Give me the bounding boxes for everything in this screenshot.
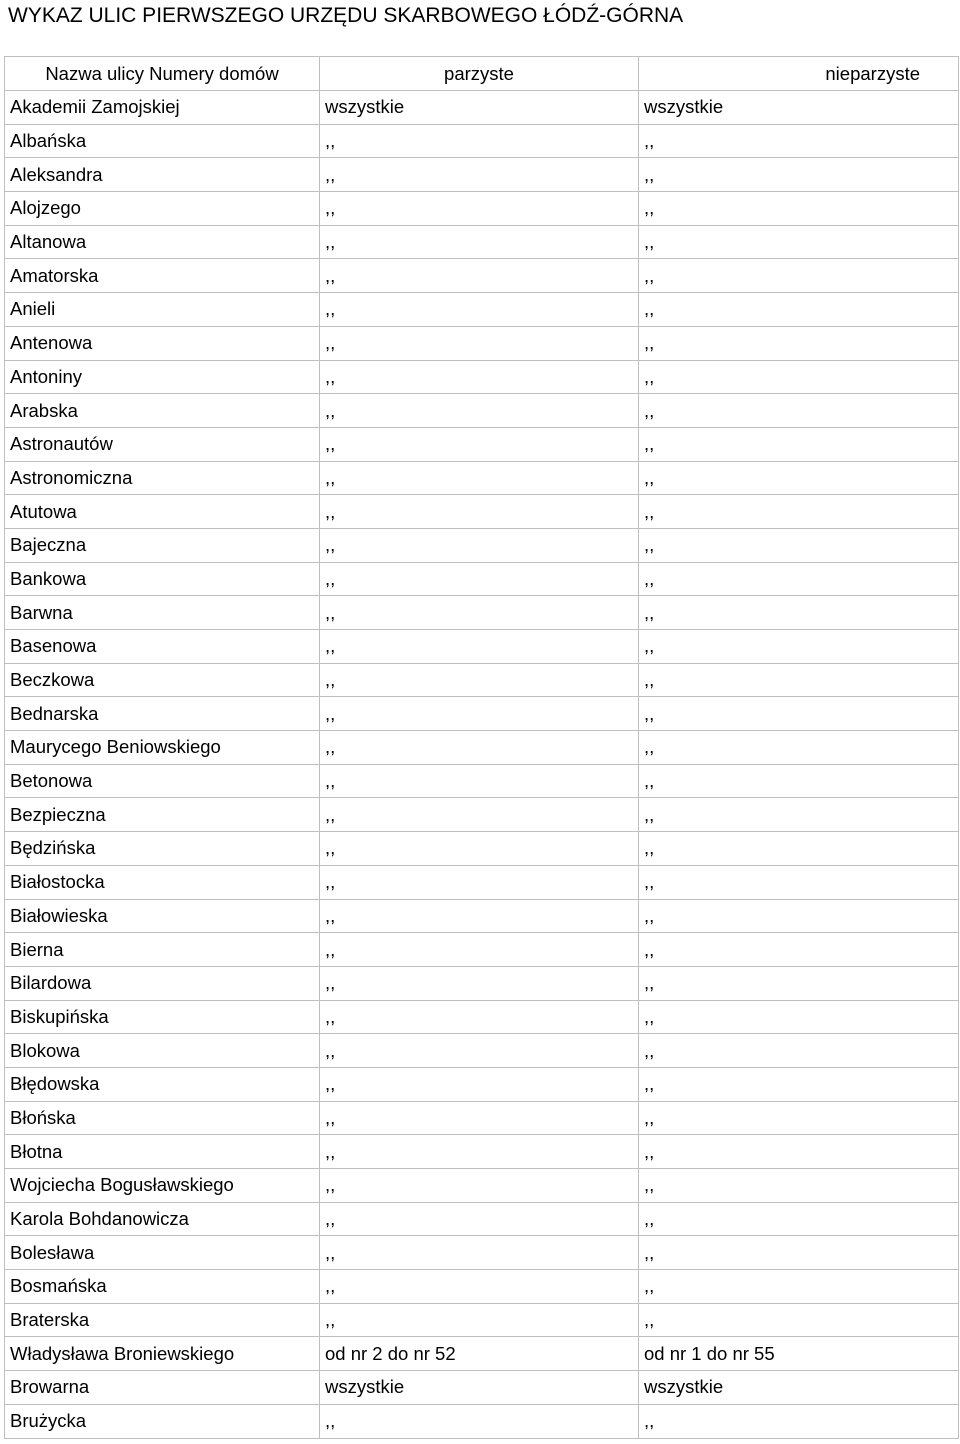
even-numbers-cell: ,, <box>320 933 639 967</box>
odd-numbers-cell: ,, <box>639 630 959 664</box>
street-name-cell: Barwna <box>5 596 320 630</box>
even-numbers-cell: ,, <box>320 158 639 192</box>
street-name-cell: Browarna <box>5 1371 320 1405</box>
odd-numbers-cell: ,, <box>639 933 959 967</box>
odd-numbers-cell: ,, <box>639 293 959 327</box>
street-name-cell: Bezpieczna <box>5 798 320 832</box>
odd-numbers-cell: ,, <box>639 663 959 697</box>
table-row <box>5 1135 959 1169</box>
table-row <box>5 630 959 664</box>
odd-numbers-cell: ,, <box>639 394 959 428</box>
odd-numbers-cell: ,, <box>639 1303 959 1337</box>
document-title: WYKAZ ULIC PIERWSZEGO URZĘDU SKARBOWEGO ŁÓDŹ-GÓRNA <box>8 4 684 27</box>
even-numbers-cell: ,, <box>320 124 639 158</box>
table-header-row <box>5 57 959 91</box>
street-name-cell: Bosmańska <box>5 1270 320 1304</box>
odd-numbers-cell: ,, <box>639 360 959 394</box>
even-numbers-cell: ,, <box>320 1169 639 1203</box>
street-name-cell: Betonowa <box>5 764 320 798</box>
even-numbers-cell: ,, <box>320 1303 639 1337</box>
street-name-cell: Altanowa <box>5 225 320 259</box>
even-numbers-cell: ,, <box>320 360 639 394</box>
table-row <box>5 764 959 798</box>
table-row <box>5 1169 959 1203</box>
odd-numbers-cell: ,, <box>639 596 959 630</box>
street-name-cell: Błędowska <box>5 1067 320 1101</box>
even-numbers-cell: ,, <box>320 1270 639 1304</box>
even-numbers-cell: ,, <box>320 596 639 630</box>
header-street-name: Nazwa ulicy Numery domów <box>5 57 320 91</box>
table-row <box>5 1236 959 1270</box>
table-row <box>5 91 959 125</box>
street-name-cell: Akademii Zamojskiej <box>5 91 320 125</box>
street-name-cell: Atutowa <box>5 495 320 529</box>
even-numbers-cell: ,, <box>320 1202 639 1236</box>
even-numbers-cell: ,, <box>320 731 639 765</box>
odd-numbers-cell: ,, <box>639 1270 959 1304</box>
street-name-cell: Maurycego Beniowskiego <box>5 731 320 765</box>
odd-numbers-cell: ,, <box>639 427 959 461</box>
street-name-cell: Amatorska <box>5 259 320 293</box>
street-name-cell: Aleksandra <box>5 158 320 192</box>
odd-numbers-cell: ,, <box>639 764 959 798</box>
street-name-cell: Antenowa <box>5 326 320 360</box>
even-numbers-cell: ,, <box>320 225 639 259</box>
even-numbers-cell: ,, <box>320 1000 639 1034</box>
even-numbers-cell: ,, <box>320 528 639 562</box>
odd-numbers-cell: ,, <box>639 1404 959 1438</box>
street-name-cell: Arabska <box>5 394 320 428</box>
odd-numbers-cell: ,, <box>639 1034 959 1068</box>
table-row <box>5 933 959 967</box>
street-name-cell: Białostocka <box>5 865 320 899</box>
table-row <box>5 394 959 428</box>
even-numbers-cell: ,, <box>320 899 639 933</box>
odd-numbers-cell: ,, <box>639 1000 959 1034</box>
even-numbers-cell: ,, <box>320 1101 639 1135</box>
table-row <box>5 360 959 394</box>
table-row <box>5 663 959 697</box>
odd-numbers-cell: ,, <box>639 1135 959 1169</box>
table-row <box>5 832 959 866</box>
street-name-cell: Alojzego <box>5 192 320 226</box>
odd-numbers-cell: ,, <box>639 1067 959 1101</box>
odd-numbers-cell: ,, <box>639 865 959 899</box>
odd-numbers-cell: ,, <box>639 1169 959 1203</box>
header-even: parzyste <box>320 57 639 91</box>
table-row <box>5 899 959 933</box>
table-row <box>5 1337 959 1371</box>
street-name-cell: Basenowa <box>5 630 320 664</box>
even-numbers-cell: ,, <box>320 562 639 596</box>
even-numbers-cell: ,, <box>320 495 639 529</box>
street-name-cell: Beczkowa <box>5 663 320 697</box>
even-numbers-cell: od nr 2 do nr 52 <box>320 1337 639 1371</box>
even-numbers-cell: ,, <box>320 697 639 731</box>
odd-numbers-cell: ,, <box>639 461 959 495</box>
street-name-cell: Bednarska <box>5 697 320 731</box>
even-numbers-cell: ,, <box>320 865 639 899</box>
street-name-cell: Brużycka <box>5 1404 320 1438</box>
table-row <box>5 1202 959 1236</box>
even-numbers-cell: ,, <box>320 427 639 461</box>
table-row <box>5 461 959 495</box>
odd-numbers-cell: ,, <box>639 528 959 562</box>
table-row <box>5 865 959 899</box>
street-name-cell: Antoniny <box>5 360 320 394</box>
odd-numbers-cell: ,, <box>639 798 959 832</box>
table-row <box>5 528 959 562</box>
street-name-cell: Bilardowa <box>5 966 320 1000</box>
street-name-cell: Władysława Broniewskiego <box>5 1337 320 1371</box>
table-row <box>5 427 959 461</box>
table-row <box>5 1000 959 1034</box>
even-numbers-cell: ,, <box>320 1067 639 1101</box>
table-row <box>5 326 959 360</box>
table-row <box>5 225 959 259</box>
table-row <box>5 1034 959 1068</box>
table-row <box>5 731 959 765</box>
street-name-cell: Bankowa <box>5 562 320 596</box>
table-row <box>5 697 959 731</box>
even-numbers-cell: ,, <box>320 1236 639 1270</box>
street-name-cell: Karola Bohdanowicza <box>5 1202 320 1236</box>
odd-numbers-cell: ,, <box>639 495 959 529</box>
street-name-cell: Białowieska <box>5 899 320 933</box>
odd-numbers-cell: ,, <box>639 1202 959 1236</box>
odd-numbers-cell: ,, <box>639 192 959 226</box>
street-name-cell: Blokowa <box>5 1034 320 1068</box>
even-numbers-cell: ,, <box>320 798 639 832</box>
even-numbers-cell: ,, <box>320 966 639 1000</box>
odd-numbers-cell: ,, <box>639 832 959 866</box>
odd-numbers-cell: ,, <box>639 731 959 765</box>
even-numbers-cell: ,, <box>320 832 639 866</box>
table-row <box>5 259 959 293</box>
table-row <box>5 192 959 226</box>
street-name-cell: Bolesława <box>5 1236 320 1270</box>
table-row <box>5 966 959 1000</box>
even-numbers-cell: wszystkie <box>320 1371 639 1405</box>
table-row <box>5 798 959 832</box>
table-row <box>5 293 959 327</box>
table-row <box>5 596 959 630</box>
even-numbers-cell: ,, <box>320 259 639 293</box>
even-numbers-cell: ,, <box>320 1135 639 1169</box>
odd-numbers-cell: ,, <box>639 899 959 933</box>
odd-numbers-cell: ,, <box>639 326 959 360</box>
odd-numbers-cell: ,, <box>639 259 959 293</box>
table-row <box>5 1404 959 1438</box>
table-row <box>5 1101 959 1135</box>
even-numbers-cell: ,, <box>320 461 639 495</box>
odd-numbers-cell: ,, <box>639 124 959 158</box>
street-name-cell: Biskupińska <box>5 1000 320 1034</box>
street-name-cell: Braterska <box>5 1303 320 1337</box>
even-numbers-cell: ,, <box>320 764 639 798</box>
street-name-cell: Błotna <box>5 1135 320 1169</box>
street-name-cell: Będzińska <box>5 832 320 866</box>
even-numbers-cell: ,, <box>320 663 639 697</box>
table-row <box>5 158 959 192</box>
street-name-cell: Bierna <box>5 933 320 967</box>
header-odd: nieparzyste <box>639 57 959 91</box>
even-numbers-cell: ,, <box>320 1404 639 1438</box>
odd-numbers-cell: ,, <box>639 966 959 1000</box>
odd-numbers-cell: ,, <box>639 158 959 192</box>
even-numbers-cell: ,, <box>320 394 639 428</box>
table-row <box>5 1270 959 1304</box>
table-row <box>5 495 959 529</box>
table-row <box>5 1371 959 1405</box>
street-name-cell: Wojciecha Bogusławskiego <box>5 1169 320 1203</box>
table-body <box>5 91 959 1439</box>
even-numbers-cell: ,, <box>320 630 639 664</box>
table-row <box>5 1067 959 1101</box>
odd-numbers-cell: wszystkie <box>639 1371 959 1405</box>
street-name-cell: Astronautów <box>5 427 320 461</box>
street-name-cell: Błońska <box>5 1101 320 1135</box>
odd-numbers-cell: od nr 1 do nr 55 <box>639 1337 959 1371</box>
table-row <box>5 562 959 596</box>
street-name-cell: Albańska <box>5 124 320 158</box>
street-name-cell: Bajeczna <box>5 528 320 562</box>
street-name-cell: Anieli <box>5 293 320 327</box>
odd-numbers-cell: ,, <box>639 697 959 731</box>
even-numbers-cell: ,, <box>320 1034 639 1068</box>
street-name-cell: Astronomiczna <box>5 461 320 495</box>
odd-numbers-cell: wszystkie <box>639 91 959 125</box>
odd-numbers-cell: ,, <box>639 562 959 596</box>
even-numbers-cell: wszystkie <box>320 91 639 125</box>
even-numbers-cell: ,, <box>320 326 639 360</box>
table-row <box>5 1303 959 1337</box>
odd-numbers-cell: ,, <box>639 1101 959 1135</box>
even-numbers-cell: ,, <box>320 192 639 226</box>
odd-numbers-cell: ,, <box>639 225 959 259</box>
table-row <box>5 124 959 158</box>
street-list-table <box>4 56 959 1439</box>
even-numbers-cell: ,, <box>320 293 639 327</box>
odd-numbers-cell: ,, <box>639 1236 959 1270</box>
